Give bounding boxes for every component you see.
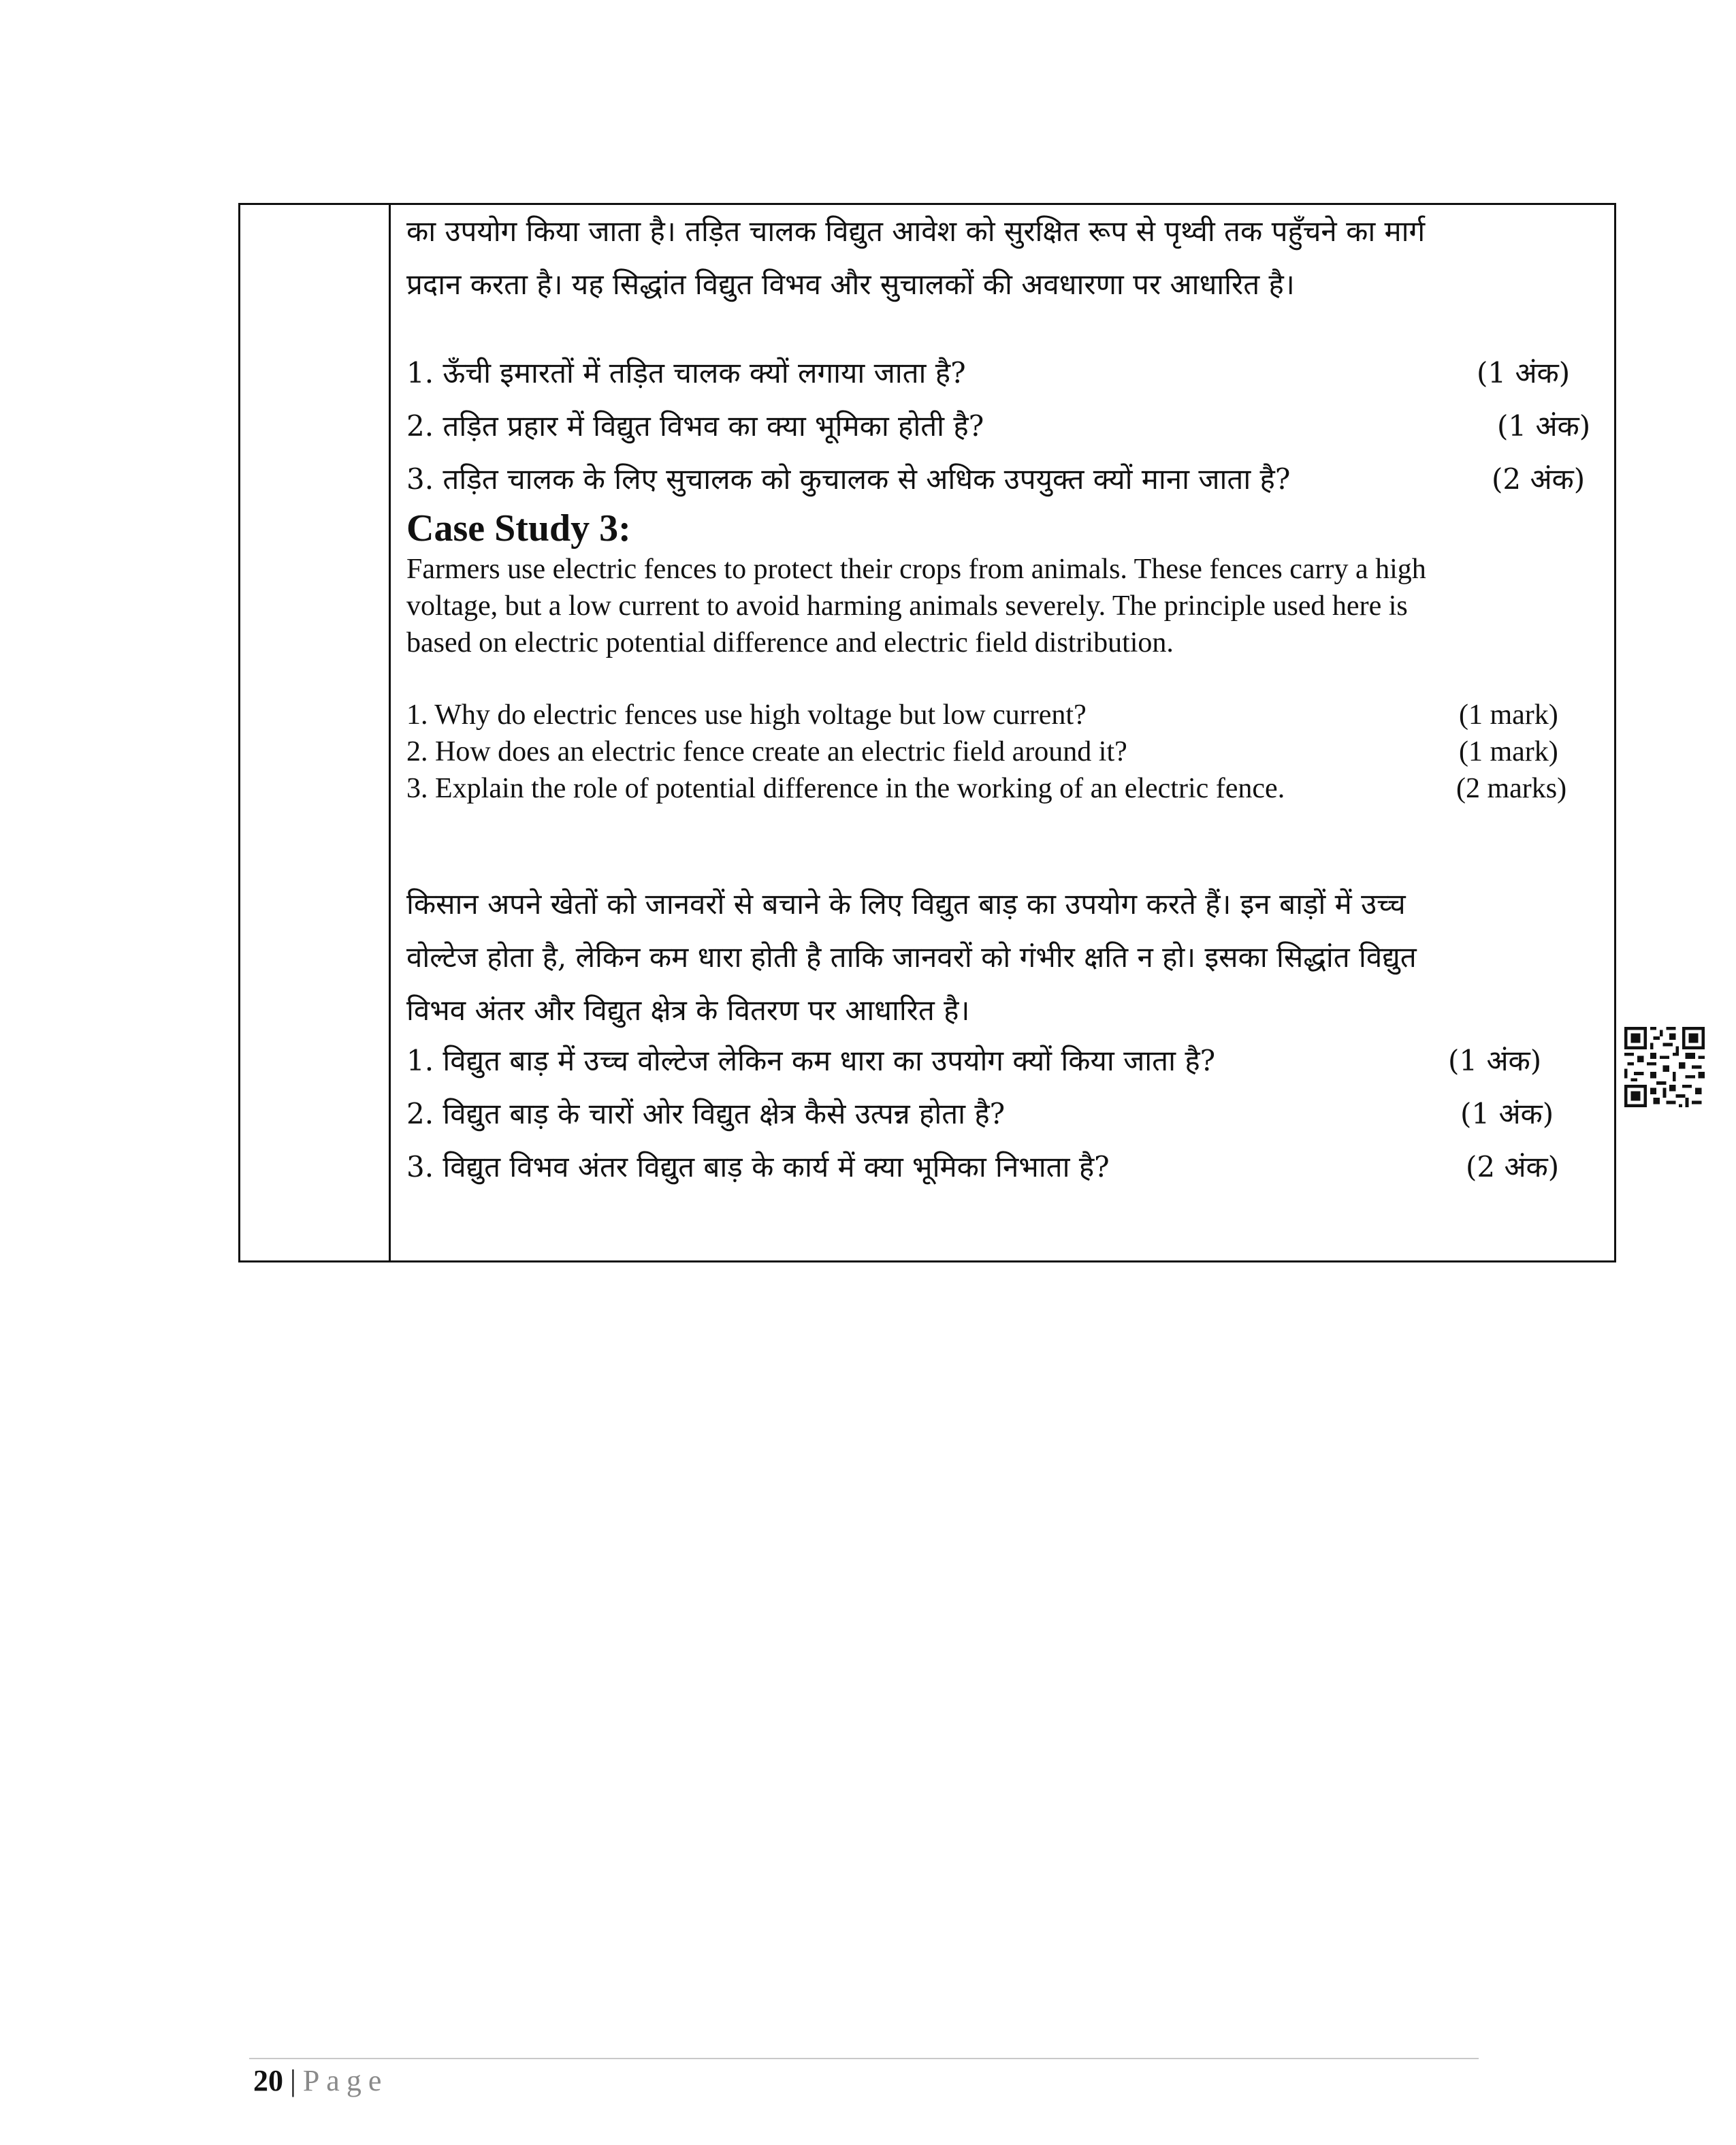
question-marks: (1 mark) bbox=[1459, 736, 1558, 767]
page-number: 20 bbox=[253, 2064, 283, 2097]
question-content-column bbox=[406, 205, 1594, 1260]
hindi-question-row bbox=[406, 1141, 1605, 1194]
question-marks: (1 mark) bbox=[1459, 699, 1558, 731]
page-label: Page bbox=[302, 2064, 389, 2097]
footer-separator: | bbox=[290, 2064, 296, 2097]
question-marks: (1 अंक) bbox=[1460, 1097, 1554, 1130]
question-marks: (1 अंक) bbox=[1477, 356, 1571, 390]
question-number-column bbox=[240, 205, 391, 1260]
question-text: 2. How does an electric fence create an electric field around it? bbox=[406, 736, 1127, 767]
english-question-row bbox=[406, 770, 1605, 807]
question-text: 1. ऊँची इमारतों में तड़ित चालक क्यों लगाया जाता है? bbox=[406, 356, 966, 390]
hindi-question-row bbox=[406, 1034, 1605, 1087]
case-study-para-line: based on electric potential difference and electric field distribution. bbox=[406, 627, 1174, 658]
english-question-row bbox=[406, 697, 1605, 733]
question-text: 3. विद्युत विभव अंतर विद्युत बाड़ के कार्य में क्या भूमिका निभाता है? bbox=[406, 1150, 1110, 1183]
hindi-case-para-line: वोल्टेज होता है, लेकिन कम धारा होती है ताकि जानवरों को गंभीर क्षति न हो। इसका सिद्धांत विद्युत bbox=[406, 940, 1417, 974]
question-text: 2. तड़ित प्रहार में विद्युत विभव का क्या भूमिका होती है? bbox=[406, 409, 984, 443]
question-text: 1. विद्युत बाड़ में उच्च वोल्टेज लेकिन कम धारा का उपयोग क्यों किया जाता है? bbox=[406, 1044, 1216, 1077]
question-marks: (1 अंक) bbox=[1497, 409, 1591, 443]
question-marks: (1 अंक) bbox=[1448, 1044, 1542, 1077]
question-table bbox=[238, 203, 1616, 1262]
hindi-intro-line-2: प्रदान करता है। यह सिद्धांत विद्युत विभव और सुचालकों की अवधारणा पर आधारित है। bbox=[406, 268, 1295, 301]
question-marks: (2 अंक) bbox=[1466, 1150, 1560, 1183]
page-footer bbox=[253, 2063, 388, 2099]
question-marks: (2 अंक) bbox=[1492, 462, 1586, 496]
question-text: 3. Explain the role of potential difference in the working of an electric fence. bbox=[406, 773, 1285, 804]
hindi-question-row bbox=[406, 453, 1605, 506]
hindi-case-para-line: किसान अपने खेतों को जानवरों से बचाने के लिए विद्युत बाड़ का उपयोग करते हैं। इन बाड़ों में उच्च bbox=[406, 887, 1406, 921]
hindi-intro-line-1: का उपयोग किया जाता है। तड़ित चालक विद्युत आवेश को सुरक्षित रूप से पृथ्वी तक पहुँचने का मार्ग bbox=[406, 214, 1426, 248]
hindi-question-row bbox=[406, 400, 1605, 453]
case-study-heading: Case Study 3: bbox=[406, 507, 631, 550]
question-text: 1. Why do electric fences use high voltage but low current? bbox=[406, 699, 1087, 731]
footer-divider bbox=[249, 2058, 1479, 2059]
question-marks: (2 marks) bbox=[1456, 773, 1567, 804]
case-study-para-line: voltage, but a low current to avoid harming animals severely. The principle used here is bbox=[406, 590, 1408, 622]
question-text: 3. तड़ित चालक के लिए सुचालक को कुचालक से अधिक उपयुक्त क्यों माना जाता है? bbox=[406, 462, 1291, 496]
hindi-question-row bbox=[406, 1087, 1605, 1141]
qr-code-icon bbox=[1624, 1027, 1705, 1107]
english-question-row bbox=[406, 733, 1605, 770]
hindi-case-para-line: विभव अंतर और विद्युत क्षेत्र के वितरण पर आधारित है। bbox=[406, 994, 970, 1027]
question-text: 2. विद्युत बाड़ के चारों ओर विद्युत क्षेत्र कैसे उत्पन्न होता है? bbox=[406, 1097, 1006, 1130]
case-study-para-line: Farmers use electric fences to protect their crops from animals. These fences carry a high bbox=[406, 554, 1426, 585]
hindi-question-row bbox=[406, 347, 1605, 400]
